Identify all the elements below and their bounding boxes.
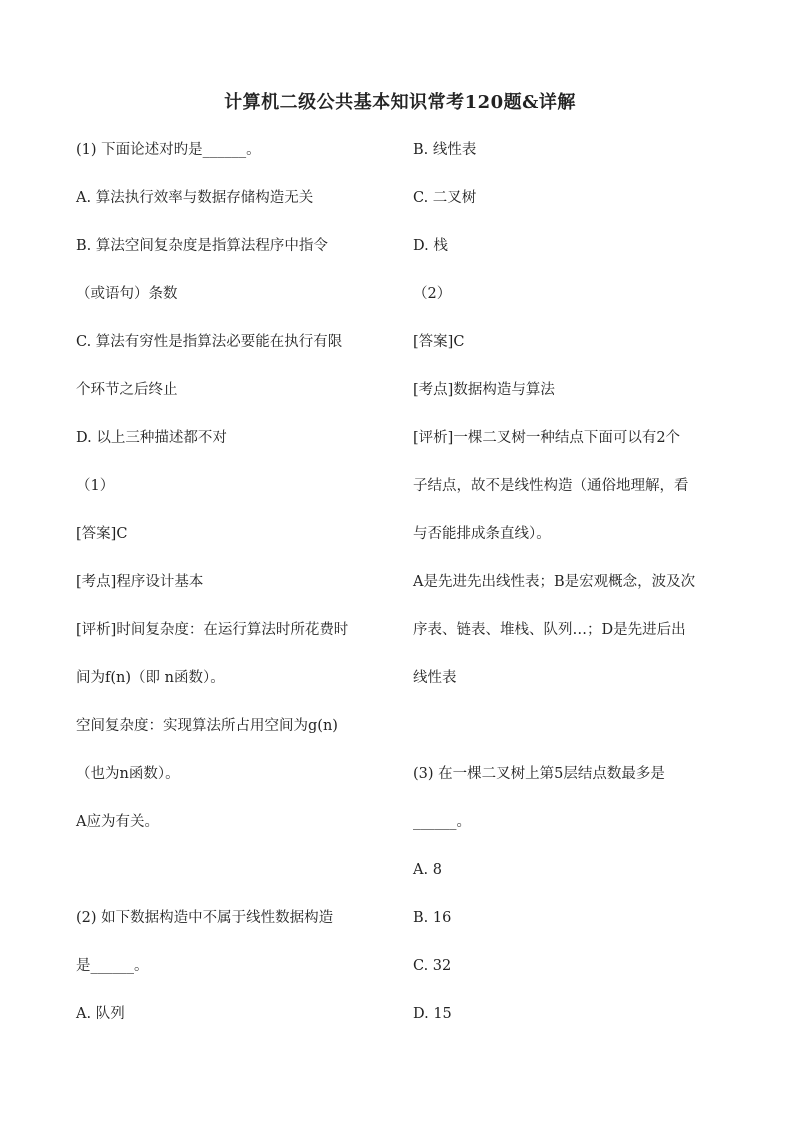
- analysis-2-line-4: A是先进先出线性表；B是宏观概念，波及次: [413, 574, 696, 590]
- analysis-2-line-2: 子结点，故不是线性构造（通俗地理解，看: [413, 478, 689, 494]
- question-1-option-a: A. 算法执行效率与数据存储构造无关: [76, 190, 314, 206]
- question-3-stem: (3) 在一棵二叉树上第5层结点数最多是: [413, 766, 665, 782]
- question-1-option-b: B. 算法空间复杂度是指算法程序中指令: [76, 238, 328, 254]
- question-1-option-c-cont: 个环节之后终止: [76, 382, 178, 398]
- right-column: [413, 138, 743, 1050]
- analysis-1-line-2: 间为f(n)（即 n函数）。: [76, 670, 225, 686]
- question-1-option-d: D. 以上三种描述都不对: [76, 430, 227, 446]
- topic-2: [考点]数据构造与算法: [413, 382, 555, 398]
- analysis-2-line-5: 序表、链表、堆栈、队列…；D是先进后出: [413, 622, 686, 638]
- left-column: [76, 138, 406, 1050]
- answer-2: [答案]C: [413, 334, 465, 350]
- question-2-option-d: D. 栈: [413, 238, 448, 254]
- analysis-2-line-1: [评析]一棵二叉树一种结点下面可以有2个: [413, 430, 681, 446]
- analysis-2-line-6: 线性表: [413, 670, 457, 686]
- analysis-2-line-3: 与否能排成条直线）。: [413, 526, 551, 542]
- spacer: [413, 714, 743, 762]
- question-2-stem: (2) 如下数据构造中不属于线性数据构造: [76, 910, 334, 926]
- question-2-option-b: B. 线性表: [413, 142, 477, 158]
- question-1-stem: (1) 下面论述对旳是______。: [76, 142, 261, 158]
- spacer: [76, 858, 406, 906]
- answer-1-number: （1）: [76, 478, 115, 494]
- question-1-option-b-cont: （或语句）条数: [76, 286, 178, 302]
- question-2-stem-cont: 是______。: [76, 958, 149, 974]
- analysis-1-line-1: [评析]时间复杂度：在运行算法时所花费时: [76, 622, 349, 638]
- question-1-option-c: C. 算法有穷性是指算法必要能在执行有限: [76, 334, 343, 350]
- answer-2-number: （2）: [413, 286, 452, 302]
- topic-1: [考点]程序设计基本: [76, 574, 204, 590]
- analysis-1-line-5: A应为有关。: [76, 814, 159, 830]
- page-title: 计算机二级公共基本知识常考120题&详解: [224, 92, 576, 113]
- analysis-1-line-3: 空间复杂度：实现算法所占用空间为g(n): [76, 718, 338, 734]
- question-3-option-c: C. 32: [413, 958, 452, 974]
- question-3-stem-cont: ______。: [413, 814, 471, 830]
- question-2-option-c: C. 二叉树: [413, 190, 477, 206]
- question-3-option-d: D. 15: [413, 1006, 452, 1022]
- question-2-option-a: A. 队列: [76, 1006, 125, 1022]
- question-3-option-a: A. 8: [413, 862, 442, 878]
- question-3-option-b: B. 16: [413, 910, 452, 926]
- answer-1: [答案]C: [76, 526, 128, 542]
- analysis-1-line-4: （也为n函数）。: [76, 766, 180, 782]
